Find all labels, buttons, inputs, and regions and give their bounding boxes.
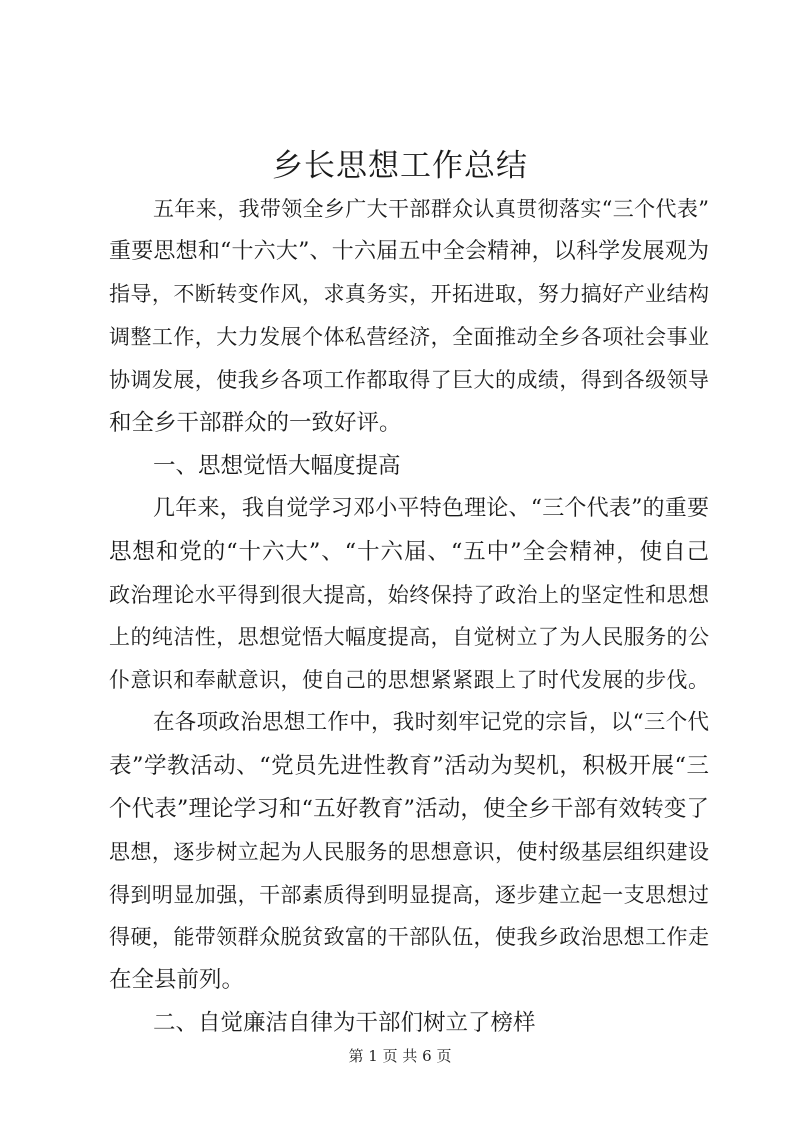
paragraph-3-line-4: 思想，逐步树立起为人民服务的思想意识，使村级基层组织建设	[109, 840, 709, 864]
paragraph-1-line-6: 和全乡干部群众的一致好评。	[109, 410, 402, 436]
paragraph-3-line-3: 个代表”理论学习和“五好教育”活动，使全乡干部有效转变了	[109, 796, 709, 822]
paragraph-2-line-3: 政治理论水平得到很大提高，始终保持了政治上的坚定性和思想	[109, 583, 709, 607]
paragraph-2-line-5: 仆意识和奉献意识，使自己的思想紧紧跟上了时代发展的步伐。	[109, 668, 709, 692]
paragraph-1-line-5: 协调发展，使我乡各项工作都取得了巨大的成绩，得到各级领导	[109, 368, 709, 392]
paragraph-3-line-7: 在全县前列。	[109, 967, 245, 993]
paragraph-2-line-4: 上的纯洁性，思想觉悟大幅度提高，自觉树立了为人民服务的公	[109, 625, 709, 649]
paragraph-1-line-1: 五年来，我带领全乡广大干部群众认真贯彻落实“三个代表”	[153, 197, 709, 221]
paragraph-3-line-1: 在各项政治思想工作中，我时刻牢记党的宗旨，以“三个代	[153, 710, 709, 735]
paragraph-1-line-3: 指导，不断转变作风，求真务实，开拓进取，努力搞好产业结构	[109, 282, 709, 306]
paragraph-2-line-2: 思想和党的“十六大”、“十六届、“五中”全会精神，使自己	[109, 539, 709, 565]
document-title: 乡长思想工作总结	[272, 148, 528, 184]
paragraph-3-line-2: 表”学教活动、“党员先进性教育”活动为契机，积极开展“三	[109, 753, 709, 779]
paragraph-1-line-2: 重要思想和“十六大”、十六届五中全会精神，以科学发展观为	[109, 239, 709, 264]
paragraph-1-line-4: 调整工作，大力发展个体私营经济，全面推动全乡各项社会事业	[109, 325, 709, 349]
paragraph-3-line-6: 得硬，能带领群众脱贫致富的干部队伍，使我乡政治思想工作走	[109, 925, 709, 949]
page-footer: 第 1 页 共 6 页	[348, 1047, 452, 1065]
paragraph-3-line-5: 得到明显加强，干部素质得到明显提高，逐步建立起一支思想过	[109, 883, 709, 907]
section-heading-1: 一、思想觉悟大幅度提高	[153, 453, 401, 479]
paragraph-2-line-1: 几年来，我自觉学习邓小平特色理论、“三个代表”的重要	[153, 496, 709, 521]
section-heading-2: 二、自觉廉洁自律为干部们树立了榜样	[153, 1010, 536, 1036]
